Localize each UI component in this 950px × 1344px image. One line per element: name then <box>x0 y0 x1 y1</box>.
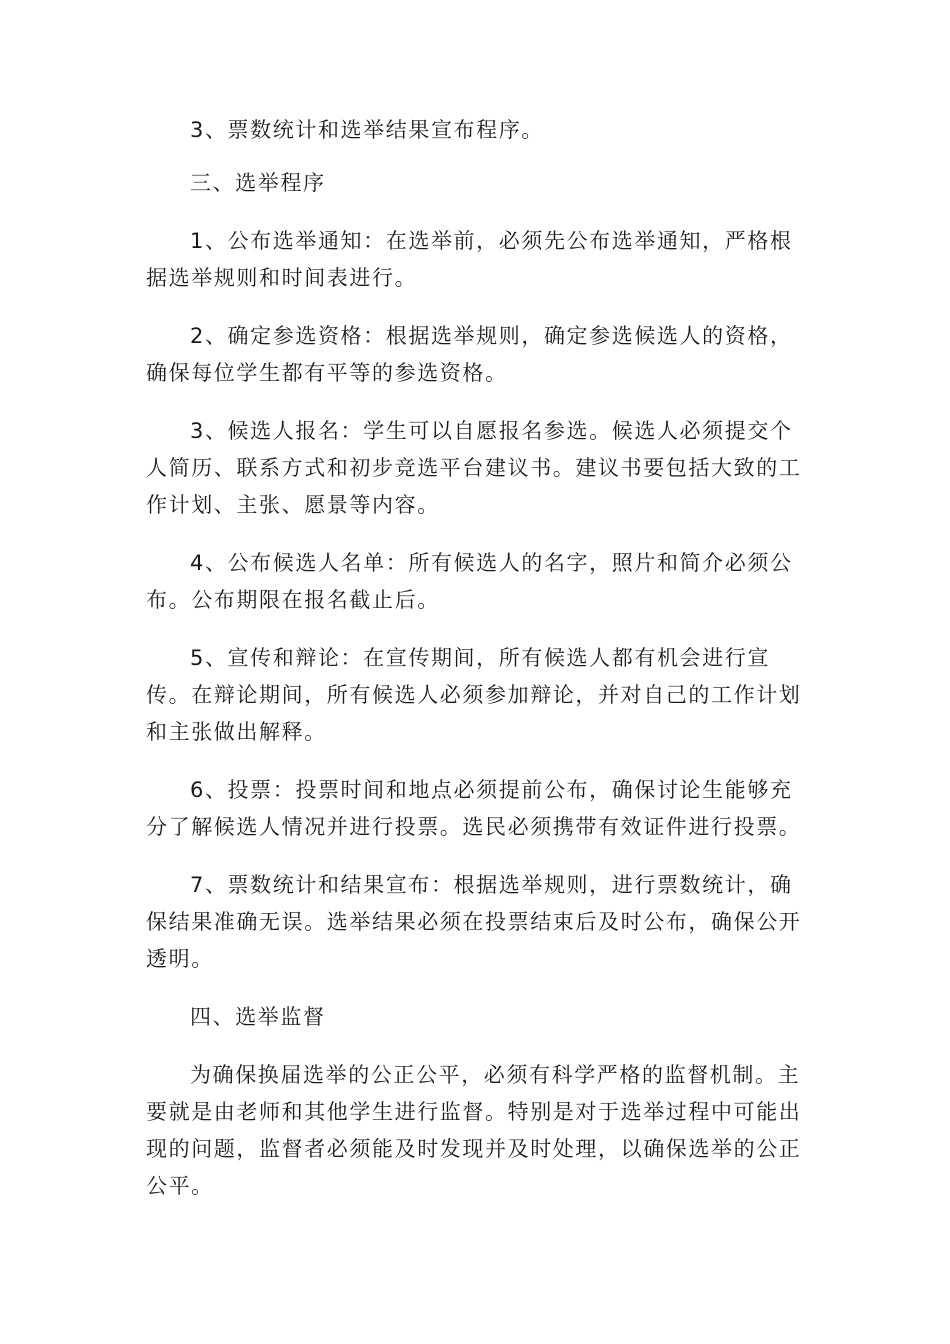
document-body <box>146 112 804 1226</box>
list-item-candidate-list: 4、公布候选人名单：所有候选人的名字，照片和简介必须公布。公布期限在报名截止后。 <box>146 551 793 612</box>
list-item-candidate-registration: 3、候选人报名：学生可以自愿报名参选。候选人必须提交个人简历、联系方式和初步竞选平台建议书。建议书要包括大致的工作计划、主张、愿景等内容。 <box>146 419 802 517</box>
list-item-counting-announcement: 7、票数统计和结果宣布：根据选举规则，进行票数统计，确保结果准确无误。选举结果必须在投票结束后及时公布，确保公开透明。 <box>146 873 802 971</box>
section-heading-election-procedure: 三、选举程序 <box>190 171 326 195</box>
list-item-voting: 6、投票：投票时间和地点必须提前公布，确保讨论生能够充分了解候选人情况并进行投票。选民必须携带有效证件进行投票。 <box>146 778 802 839</box>
list-item-vote-counting-procedure: 3、票数统计和选举结果宣布程序。 <box>190 118 544 142</box>
body-paragraph-supervision: 为确保换届选举的公正公平，必须有科学严格的监督机制。主要就是由老师和其他学生进行监督。特别是对于选举过程中可能出现的问题，监督者必须能及时发现并及时处理，以确保选举的公正公平。 <box>146 1063 802 1198</box>
section-heading-election-supervision: 四、选举监督 <box>190 1005 326 1029</box>
list-item-publish-notice: 1、公布选举通知：在选举前，必须先公布选举通知，严格根据选举规则和时间表进行。 <box>146 229 793 290</box>
list-item-campaign-debate: 5、宣传和辩论：在宣传期间，所有候选人都有机会进行宣传。在辩论期间，所有候选人必须参加辩论，并对自己的工作计划和主张做出解释。 <box>146 646 802 744</box>
list-item-eligibility: 2、确定参选资格：根据选举规则，确定参选候选人的资格，确保每位学生都有平等的参选资格。 <box>146 324 793 385</box>
